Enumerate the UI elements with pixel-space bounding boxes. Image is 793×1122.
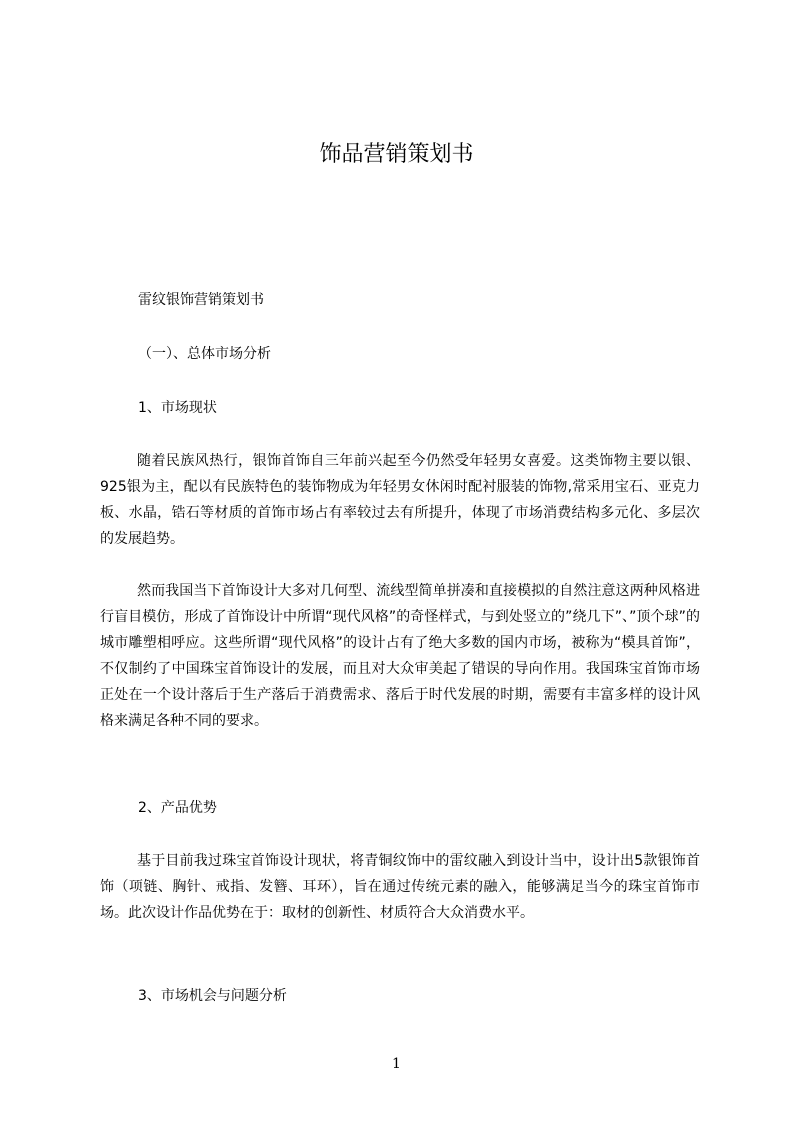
document-title: 饰品营销策划书 <box>319 142 474 167</box>
paragraph-market-status: 随着民族风热行，银饰首饰自三年前兴起至今仍然受年轻男女喜爱。这类饰物主要以银、925银为主，配以有民族特色的装饰物成为年轻男女休闲时配衬服装的饰物,常采用宝石、亚克力板、水晶，锆石等材质的首饰市场占有率较过去有所提升，体现了市场消费结构多元化、多层次的发展趋势。 <box>100 453 700 547</box>
heading-market-opportunity: 3、市场机会与问题分析 <box>138 988 287 1004</box>
paragraph-product-advantages: 基于目前我过珠宝首饰设计现状，将青铜纹饰中的雷纹融入到设计当中，设计出5款银饰首饰（项链、胸针、戒指、发簪、耳环），旨在通过传统元素的融入，能够满足当今的珠宝首饰市场。此次设计作品优势在于：取材的创新性、材质符合大众消费水平。 <box>100 853 700 921</box>
paragraph-design-problems: 然而我国当下首饰设计大多对几何型、流线型简单拼凑和直接模拟的自然注意这两种风格进行盲目模仿，形成了首饰设计中所谓“现代风格”的奇怪样式，与到处竖立的”绕几下”、”顶个球”的城市雕塑相呼应。这些所谓“现代风格”的设计占有了绝大多数的国内市场，被称为“模具首饰”，不仅制约了中国珠宝首饰设计的发展，而且对大众审美起了错误的导向作用。我国珠宝首饰市场正处在一个设计落后于生产落后于消费需求、落后于时代发展的时期，需要有丰富多样的设计风格来满足各种不同的要求。 <box>100 583 700 729</box>
section-heading-overall-market-analysis: （一）、总体市场分析 <box>138 346 271 362</box>
heading-market-status: 1、市场现状 <box>138 400 217 416</box>
heading-product-advantages: 2、产品优势 <box>138 800 217 816</box>
document-subtitle: 雷纹银饰营销策划书 <box>138 292 264 308</box>
page-number: 1 <box>392 1056 401 1072</box>
